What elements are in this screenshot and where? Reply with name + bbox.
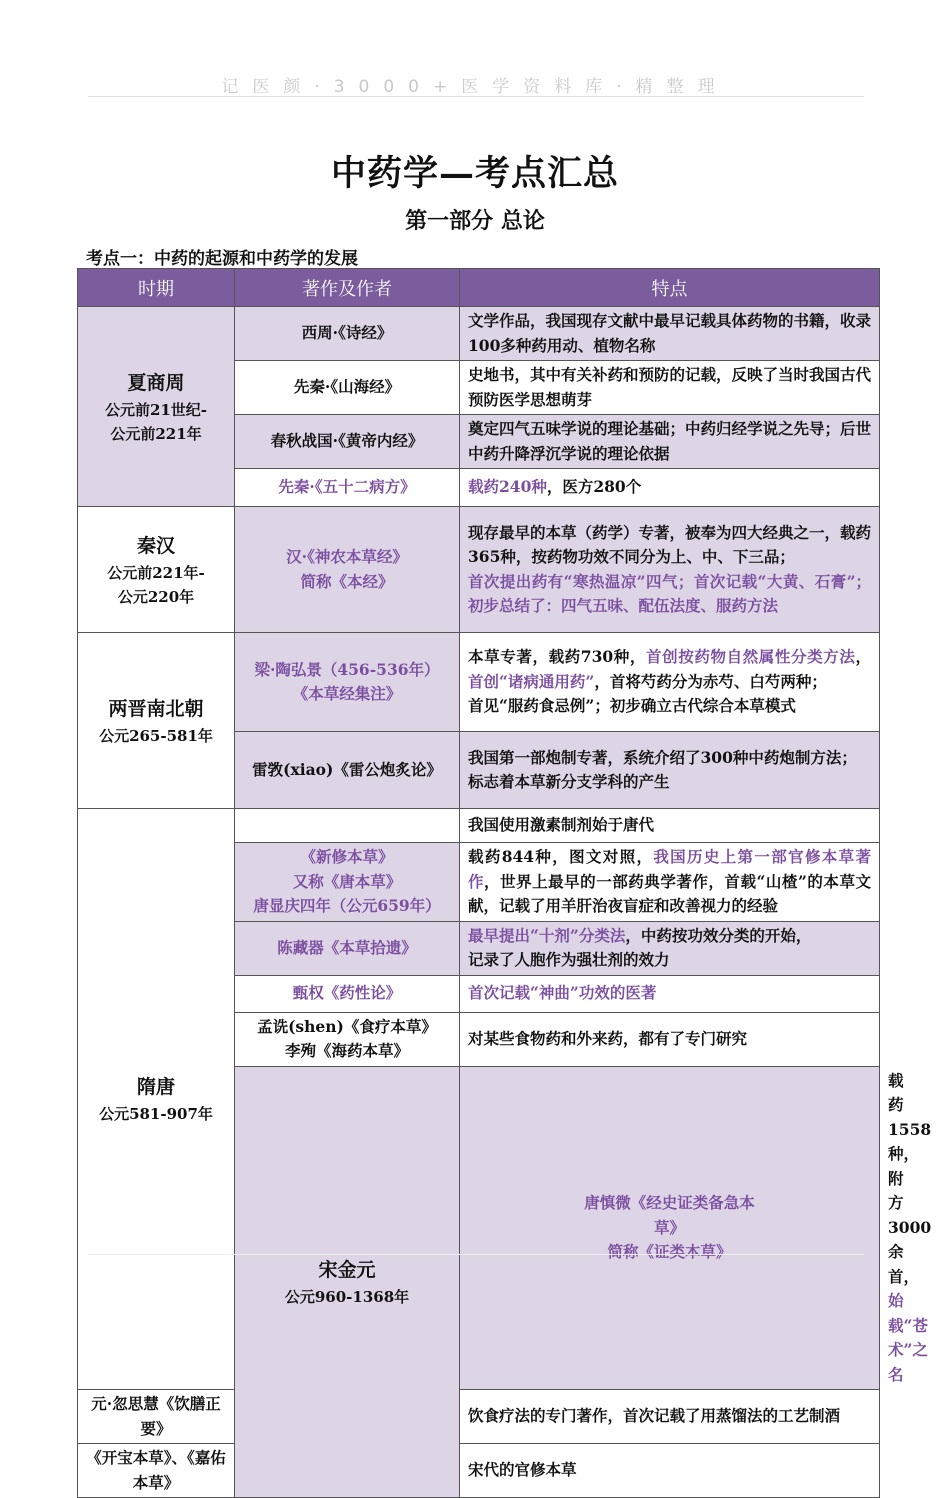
- feature-text: 载药844种，图文对照，: [468, 847, 654, 866]
- feature-text: ，医方280个: [546, 477, 642, 497]
- period-name: 宋金元: [318, 1258, 376, 1281]
- feature-cell: [460, 843, 880, 922]
- highlight-text: 首创按药物自然属性分类方法: [646, 647, 856, 667]
- page-subtitle: 第一部分 总论: [405, 208, 545, 234]
- header-period: 时期: [78, 269, 235, 307]
- feature-text: 我国第一部炮制专著，系统介绍了300种中药炮制方法；: [468, 747, 857, 767]
- period-date: 公元前221年: [110, 424, 202, 443]
- feature-cell: 奠定四气五味学说的理论基础；中药归经学说之先导；后世中药升降浮沉学说的理论依据: [460, 415, 880, 469]
- work-cell: 西周·《诗经》: [235, 307, 460, 361]
- period-date: 公元265-581年: [99, 726, 213, 745]
- header-divider: [88, 96, 864, 97]
- highlight-text: 载药240种: [468, 477, 547, 497]
- feature-text: ，首将芍药分为赤芍、白芍两种；: [594, 671, 827, 691]
- work-cell: [235, 633, 460, 732]
- period-date: 公元前21世纪-: [104, 400, 208, 419]
- section-heading: 考点一：中药的起源和中药学的发展: [86, 249, 358, 269]
- period-date: 公元581-907年: [99, 1105, 213, 1123]
- period-cell: [78, 307, 235, 507]
- feature-cell: 饮食疗法的专门著作，首次记载了用蒸馏法的工艺制酒: [460, 1390, 880, 1444]
- work-line: 草》: [653, 1217, 685, 1237]
- work-cell: 雷敩(xiao)《雷公炮炙论》: [235, 732, 460, 809]
- work-line: 《新修本草》: [300, 847, 394, 866]
- highlight-text: 始载“苍术”之名: [888, 1291, 928, 1384]
- header-watermark: 记医颜·3000+医学资料库·精整理: [221, 77, 729, 97]
- feature-cell: 对某些食物药和外来药，都有了专门研究: [460, 1012, 880, 1066]
- feature-cell: 史地书，其中有关补药和预防的记载，反映了当时我国古代预防医学思想萌芽: [460, 361, 880, 415]
- feature-cell: 文学作品，我国现存文献中最早记载具体药物的书籍，收录100多种药用动、植物名称: [460, 307, 880, 361]
- feature-text: 本草专著，载药730种，: [468, 647, 646, 667]
- table-row: [78, 809, 880, 843]
- feature-cell: [460, 732, 880, 809]
- history-table: [77, 268, 932, 1498]
- feature-text: ，中药按功效分类的开始，: [625, 925, 812, 945]
- period-name: 两晋南北朝: [108, 697, 204, 720]
- table-row: [78, 1390, 880, 1444]
- period-cell: [78, 633, 235, 809]
- work-line: 梁·陶弘景（456-536年）: [254, 659, 440, 679]
- work-cell: [235, 843, 460, 922]
- header-feature: 特点: [460, 269, 880, 307]
- work-line: 又称《唐本草》: [292, 871, 402, 891]
- header-work: 著作及作者: [235, 269, 460, 307]
- work-line: 简称《证类本草》: [607, 1242, 732, 1261]
- table-row: [78, 633, 880, 732]
- feature-cell: [460, 469, 880, 507]
- work-cell: 甄权《药性论》: [235, 975, 460, 1012]
- work-cell: 春秋战国·《黄帝内经》: [235, 415, 460, 469]
- feature-cell: 首次记载“神曲”功效的医著: [460, 975, 880, 1012]
- table-row: [78, 1444, 880, 1498]
- work-cell: 元·忽思慧《饮膳正要》: [78, 1390, 235, 1444]
- feature-cell: 我国使用激素制剂始于唐代: [460, 809, 880, 843]
- period-name: 夏商周: [127, 371, 185, 394]
- period-cell: [235, 1066, 460, 1498]
- work-cell: [235, 809, 460, 843]
- work-cell: 先秦·《五十二病方》: [235, 469, 460, 507]
- period-date: 公元前221年-: [107, 563, 205, 582]
- feature-cell: [460, 633, 880, 732]
- feature-text: ，世界上最早的一部药典学著作，首载“山楂”的本草文献，记载了用羊肝治夜盲症和改善视力的经验: [468, 871, 871, 915]
- work-cell: 《开宝本草》、《嘉佑本草》: [78, 1444, 235, 1498]
- highlight-text: 最早提出“十剂”分类法: [468, 925, 626, 945]
- page-title: 中药学—考点汇总: [330, 153, 619, 194]
- table-header-row: [78, 269, 880, 307]
- feature-text: 现存最早的本草（药学）专著，被奉为四大经典之一，载药365种，按药物功效不同分为上、中、下三品；: [468, 522, 872, 566]
- work-line: 唐慎微《经史证类备急本: [584, 1193, 755, 1212]
- table-row: [78, 307, 880, 361]
- work-cell: [235, 507, 460, 633]
- highlight-text: 首创“诸病通用药”: [468, 671, 595, 691]
- work-line: 李殉《海药本草》: [284, 1041, 409, 1060]
- work-line: 汉·《神农本草经》: [286, 547, 408, 566]
- feature-cell: [460, 921, 880, 975]
- highlight-text: 我国历史上第一部官修本草著作: [468, 847, 871, 891]
- feature-text: 首见“服药食忌例”；初步确立古代综合本草模式: [468, 696, 796, 716]
- feature-cell: 宋代的官修本草: [460, 1444, 880, 1498]
- work-cell: [235, 1012, 460, 1066]
- footer-divider: [88, 1254, 864, 1255]
- feature-text: 记录了人胞作为强壮剂的效力: [468, 950, 670, 969]
- period-name: 隋唐: [136, 1076, 175, 1098]
- work-line: 简称《本经》: [300, 571, 394, 591]
- work-line: 孟诜(shen)《食疗本草》: [257, 1016, 437, 1036]
- feature-cell: [460, 507, 880, 633]
- feature-text: 载药1558种，附方3000余首，: [888, 1070, 932, 1286]
- feature-text: 标志着本草新分支学科的产生: [468, 772, 670, 791]
- period-date: 公元220年: [117, 587, 195, 606]
- work-line: 《本草经集注》: [292, 684, 402, 703]
- period-name: 秦汉: [136, 534, 175, 557]
- period-cell: [78, 507, 235, 633]
- work-cell: [460, 1066, 880, 1390]
- highlight-text: 首次提出药有“寒热温凉”四气；首次记载“大黄、石膏”；初步总结了：四气五味、配伍法度、服药方法: [468, 571, 871, 615]
- work-cell: 先秦·《山海经》: [235, 361, 460, 415]
- period-cell: [78, 809, 235, 1390]
- work-line: 唐显庆四年（公元659年）: [253, 896, 441, 915]
- period-date: 公元960-1368年: [284, 1287, 410, 1306]
- feature-text: ，: [855, 647, 871, 667]
- work-cell: 陈藏器《本草拾遗》: [235, 921, 460, 975]
- table-row: [78, 507, 880, 633]
